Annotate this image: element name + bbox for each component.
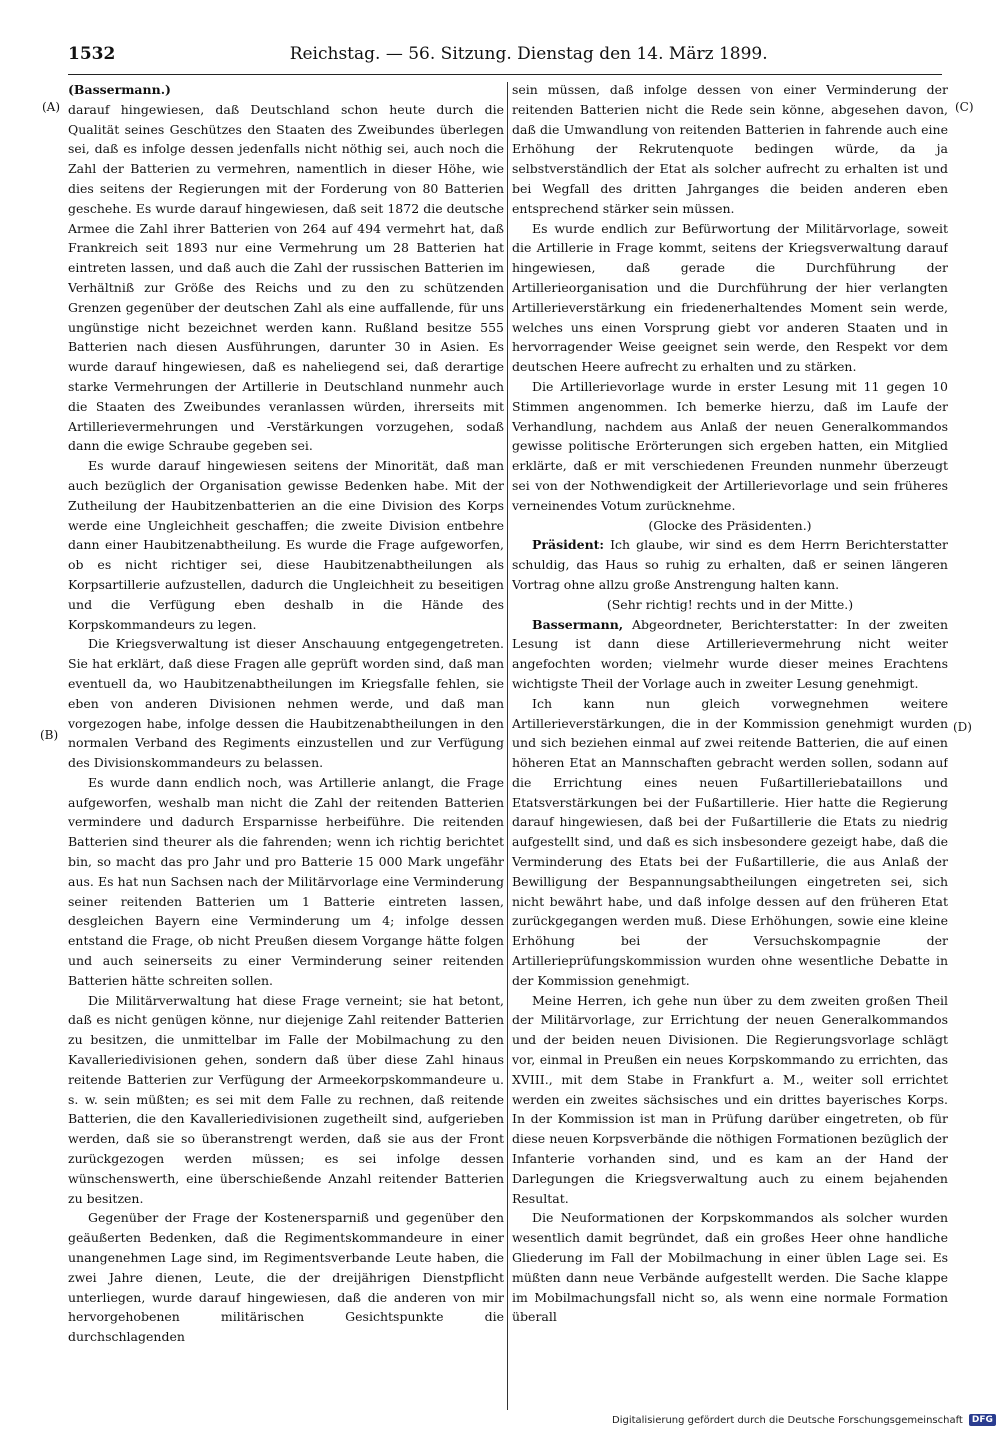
right-paragraph: sein müssen, daß infolge dessen von einer Verminderung der reitenden Batterien nicht die Rede sein könne, abgesehen davon, daß die Umwandlung von reitenden Batterien in fahrende auch eine Erhöhung der Rekrutenquote bedingen würde, da ja selbstverständlich der Etat als solcher aufrecht zu erhalten ist und bei Wegfall des dritten Jahrganges die beiden anderen eben entsprechend stärker sein müssen. [512, 82, 948, 216]
margin-marker-b: (B) [40, 728, 59, 742]
left-paragraph: darauf hingewiesen, daß Deutschland schon heute durch die Qualität seines Geschützes den Staaten des Zweibundes überlegen sei, daß es infolge dessen jedenfalls nicht nöthig sei, auch noch die Zahl der Batterien zu vermehren, namentlich in dieser Höhe, wie dies seitens der Regierungen mit der Forderung von 80 Batterien geschehe. Es wurde darauf hingewiesen, daß seit 1872 die deutsche Armee die Zahl ihrer Batterien von 264 auf 494 vermehrt hat, daß Frankreich seit 1893 nur eine Vermehrung um 28 Batterien hat eintreten lassen, und daß auch die Zahl der russischen Batterien im Verhältniß zur Größe des Reichs und zu den zu schützenden Grenzen gegenüber der deutschen Zahl als eine auffallende, für uns ungünstige nicht bezeichnet werden kann. Rußland besitze 555 Batterien nach diesen Ausführungen, darunter 30 in Asien. Es wurde darauf hingewiesen, daß es naheliegend sei, daß derartige starke Vermehrungen der Artillerie in Deutschland nunmehr auch die Staaten des Zweibundes veranlassen würden, ihrerseits mit Artillerievermehrungen und -Verstärkungen vorzugehen, sodaß dann die ewige Schraube gegeben sei. [68, 101, 504, 454]
margin-marker-d: (D) [953, 720, 972, 734]
right-paragraph: Meine Herren, ich gehe nun über zu dem zweiten großen Theil der Militärvorlage, zur Errichtung der neuen Generalkommandos und der beiden neuen Divisionen. Die Regierungsvorlage schlägt vor, einmal in Preußen ein neues Korpskommando zu errichten, das XVIII., mit dem Stabe in Frankfurt a. M., weiter soll errichtet werden ein zweites sächsisches und ein drittes bayerisches Korps. In der Kommission ist man in Prüfung darüber eingetreten, ob für diese neuen Korpsverbände die nöthigen Formationen bezüglich der Infanterie vorhanden sind, und es kam an der Hand der Darlegungen die Kriegsverwaltung auch zu einem bejahenden Resultat. [512, 992, 948, 1206]
president-text: Ich glaube, wir sind es dem Herrn Berichterstatter schuldig, das Haus so ruhig zu erhalten, daß er seinen längeren Vortrag ohne allzu große Anstrengung halten kann. [512, 537, 948, 592]
page-number: 1532 [68, 44, 116, 64]
left-column [68, 80, 504, 1410]
column-divider [507, 82, 508, 1410]
president-speaker: Präsident: [532, 537, 605, 553]
president-paragraph [512, 535, 948, 594]
left-paragraph: Gegenüber der Frage der Kostenersparniß und gegenüber den geäußerten Bedenken, daß die Regimentskommandeure in einer unangenehmen Lage sind, im Regimentsverbande Leute haben, die zwei Jahre dienen, Leute, die der dreijährigen Dienstpflicht unterliegen, wurde darauf hingewiesen, daß die anderen von mir hervorgehobenen militärischen Gesichtspunkte die durchschlagenden [68, 1210, 504, 1345]
left-paragraph: Die Militärverwaltung hat diese Frage verneint; sie hat betont, daß es nicht genügen könne, nur diejenige Zahl reitender Batterien zu besitzen, die unmittelbar im Falle der Mobilmachung zu den Kavalleriedivisionen gehen, sondern daß über diese Zahl hinaus reitende Batterien zur Verfügung der Armeekorpskommandeure u. s. w. sein müßten; es sei mit dem Falle zu rechnen, daß reitende Batterien, die den Kavalleriedivisionen zugetheilt sind, aufgerieben werden, daß sie so überanstrengt werden, daß sie aus der Front zurückgezogen werden müssen; es sei infolge dessen wünschenswerth, eine überschießende Anzahl reitender Batterien zu besitzen. [68, 992, 504, 1206]
speaker-tag: (Bassermann.) [68, 82, 171, 97]
right-paragraph: Es wurde endlich zur Befürwortung der Militärvorlage, soweit die Artillerie in Frage kommt, seitens der Kriegsverwaltung darauf hingewiesen, daß gerade die Durchführung der Artillerieorganisation und die Durchführung der hier verlangten Artillerieverstärkung ein friedenerhaltendes Moment sein werde, welches uns einen Vorsprung giebt vor anderen Staaten und in hervorragender Weise geeignet sein werde, den Respekt vor dem deutschen Heere aufrecht zu erhalten und zu stärken. [512, 220, 948, 375]
footer-text: Digitalisierung gefördert durch die Deutsche Forschungsgemeinschaft [612, 1414, 963, 1426]
margin-marker-c: (C) [955, 100, 974, 114]
right-paragraph: Die Neuformationen der Korpskommandos als solcher wurden wesentlich damit begründet, daß ein großes Heer ohne handliche Gliederung im Fall der Mobilmachung in einer üblen Lage sei. Es müßten dann neue Verbände aufgestellt werden. Die Sache klappe im Mobilmachungsfall nicht so, als wenn eine normale Formation überall [512, 1210, 948, 1325]
dfg-logo: DFG [969, 1414, 996, 1426]
page-header [68, 44, 942, 75]
footer [612, 1414, 996, 1426]
right-paragraph: Ich kann nun gleich vorwegnehmen weitere Artillerieverstärkungen, die in der Kommission genehmigt wurden und sich beziehen einmal auf zwei reitende Batterien, die auf einen höheren Etat an Mannschaften gebracht werden sollen, sodann auf die Errichtung eines neuen Fußartilleriebataillons und Etatsverstärkungen bei der Fußartillerie. Hier hatte die Regierung darauf hingewiesen, daß bei der Fußartillerie die Etats zu niedrig aufgestellt sind, und daß es sich insbesondere gezeigt habe, daß die Verminderung des Etats bei der Fußartillerie, die aus Anlaß der Bewilligung der Bespannungsabtheilungen eingetreten sei, sich nicht bewährt habe, und daß infolge dessen auf den früheren Etat zurückgegangen werden muß. Diese Erhöhungen, sowie eine kleine Erhöhung bei der Versuchskompagnie der Artillerieprüfungskommission wurden ohne wesentliche Debatte in der Kommission genehmigt. [512, 695, 948, 988]
stage-direction-applause: (Sehr richtig! rechts und in der Mitte.) [606, 596, 854, 612]
left-paragraph: Die Kriegsverwaltung ist dieser Anschauung entgegengetreten. Sie hat erklärt, daß diese Fragen alle geprüft worden sind, daß man eventuell da, wo Haubitzenabtheilungen im Kriegsfalle fehlen, sie eben von anderen Divisionen nehmen werde, und daß man vorgezogen habe, infolge dessen die Haubitzenabtheilungen in den normalen Verband des Regiments einzustellen und zur Verfügung des Divisionskommandeurs zu belassen. [68, 636, 504, 771]
right-paragraph: Die Artillerievorlage wurde in erster Lesung mit 11 gegen 10 Stimmen angenommen. Ich bemerke hierzu, daß im Laufe der Verhandlung, nachdem aus Anlaß der neuen Generalkommandos gewisse politische Erörterungen sich ergeben hatten, ein Mitglied erklärte, daß er mit verschiedenen Freunden nunmehr überzeugt sei von der Nothwendigkeit der Artillerievorlage und sein früheres verneinendes Votum zurücknehme. [512, 378, 948, 513]
margin-marker-a: (A) [42, 100, 61, 114]
bassermann-text: Abgeordneter, Berichterstatter: In der zweiten Lesung ist dann diese Artillerievermehrung nicht weiter angefochten worden; vielmehr wurde dieser meines Erachtens wichtigste Theil der Vorlage auch in zweiter Lesung genehmigt. [512, 616, 948, 691]
stage-direction-bell: (Glocke des Präsidenten.) [648, 517, 812, 533]
page-title: Reichstag. — 56. Sitzung. Dienstag den 14. März 1899. [289, 44, 768, 64]
left-paragraph: Es wurde dann endlich noch, was Artillerie anlangt, die Frage aufgeworfen, weshalb man nicht die Zahl der reitenden Batterien vermindere und dadurch Ersparnisse herbeiführe. Die reitenden Batterien sind theurer als die fahrenden; wenn ich richtig berichtet bin, so macht das pro Jahr und pro Batterie 15 000 Mark ungefähr aus. Es hat nun Sachsen nach der Militärvorlage eine Verminderung seiner reitenden Batterien um 1 Batterie eintreten lassen, desgleichen Bayern eine Verminderung um 4; infolge dessen entstand die Frage, ob nicht Preußen diesem Vorgange hätte folgen und auch seinerseits zu einer Verminderung seiner reitenden Batterien hätte schreiten sollen. [68, 774, 504, 988]
bassermann-paragraph [512, 615, 948, 694]
right-column [512, 80, 948, 1410]
left-paragraph: Es wurde darauf hingewiesen seitens der Minorität, daß man auch bezüglich der Organisation gewisse Bedenken habe. Mit der Zutheilung der Haubitzenbatterien an die eine Division des Korps werde eine Ungleichheit geschaffen; die zweite Division entbehre dann einer Haubitzenabtheilung. Es wurde die Frage aufgeworfen, ob es nicht richtiger sei, diese Haubitzenabtheilungen als Korpsartillerie aufzustellen, dadurch die Ungleichheit zu beseitigen und die Verfügung eben deshalb in die Hände des Korpskommandeurs zu legen. [68, 458, 504, 632]
bassermann-speaker: Bassermann, [532, 616, 624, 632]
